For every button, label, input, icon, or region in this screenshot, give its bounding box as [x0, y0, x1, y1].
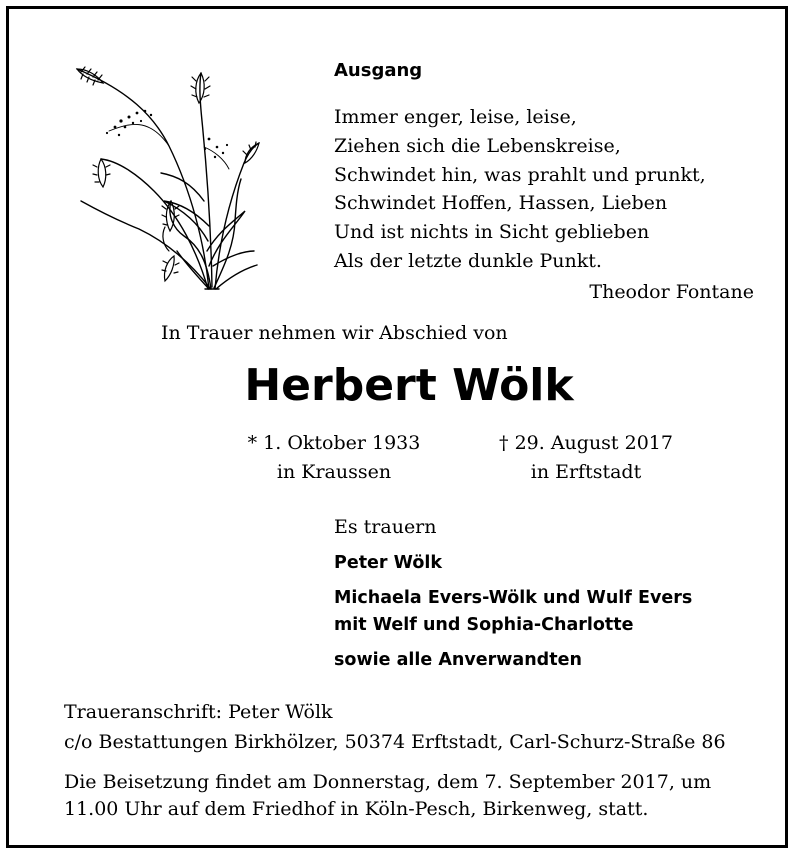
funeral-notice: Die Beisetzung findet am Donnerstag, dem 7. September 2017, um 11.00 Uhr auf dem Friedhof in Köln-Pesch, Birkenweg, statt.: [64, 771, 712, 820]
deceased-name: Herbert Wölk: [244, 360, 574, 411]
mourning-address: [64, 697, 784, 757]
address-line: c/o Bestattungen Birkhölzer, 50374 Erftstadt, Carl-Schurz-Straße 86: [64, 731, 726, 753]
death-place: in Erftstadt: [530, 461, 642, 483]
poem-line: Ziehen sich die Lebenskreise,: [334, 134, 621, 157]
intro-text: In Trauer nehmen wir Abschied von: [161, 322, 508, 344]
death-info: [481, 429, 691, 487]
poem-line: Schwindet hin, was prahlt und prunkt,: [334, 163, 706, 186]
mourners-list: [334, 514, 774, 674]
birth-date: * 1. Oktober 1933: [247, 432, 421, 454]
notice-frame: [6, 6, 788, 848]
wheat-grass-icon: [59, 51, 269, 301]
poem-line: Und ist nichts in Sicht geblieben: [334, 221, 650, 244]
poem-line: Als der letzte dunkle Punkt.: [334, 249, 602, 272]
poem: [334, 59, 754, 304]
mourner-entry: sowie alle Anverwandten: [334, 650, 582, 670]
mourner-entry: Peter Wölk: [334, 553, 442, 573]
address-line: Traueranschrift: Peter Wölk: [64, 701, 333, 723]
birth-info: [229, 429, 439, 487]
poem-title: Ausgang: [334, 60, 423, 81]
poem-line: Schwindet Hoffen, Hassen, Lieben: [334, 192, 668, 215]
birth-place: in Kraussen: [276, 461, 392, 483]
mourner-entry: Michaela Evers-Wölk und Wulf Evers: [334, 588, 693, 608]
poem-line: Immer enger, leise, leise,: [334, 106, 577, 128]
poem-author: Theodor Fontane: [589, 280, 754, 303]
mourners-label: Es trauern: [334, 516, 437, 538]
death-date: † 29. August 2017: [499, 432, 673, 454]
mourner-entry: mit Welf und Sophia-Charlotte: [334, 615, 634, 635]
